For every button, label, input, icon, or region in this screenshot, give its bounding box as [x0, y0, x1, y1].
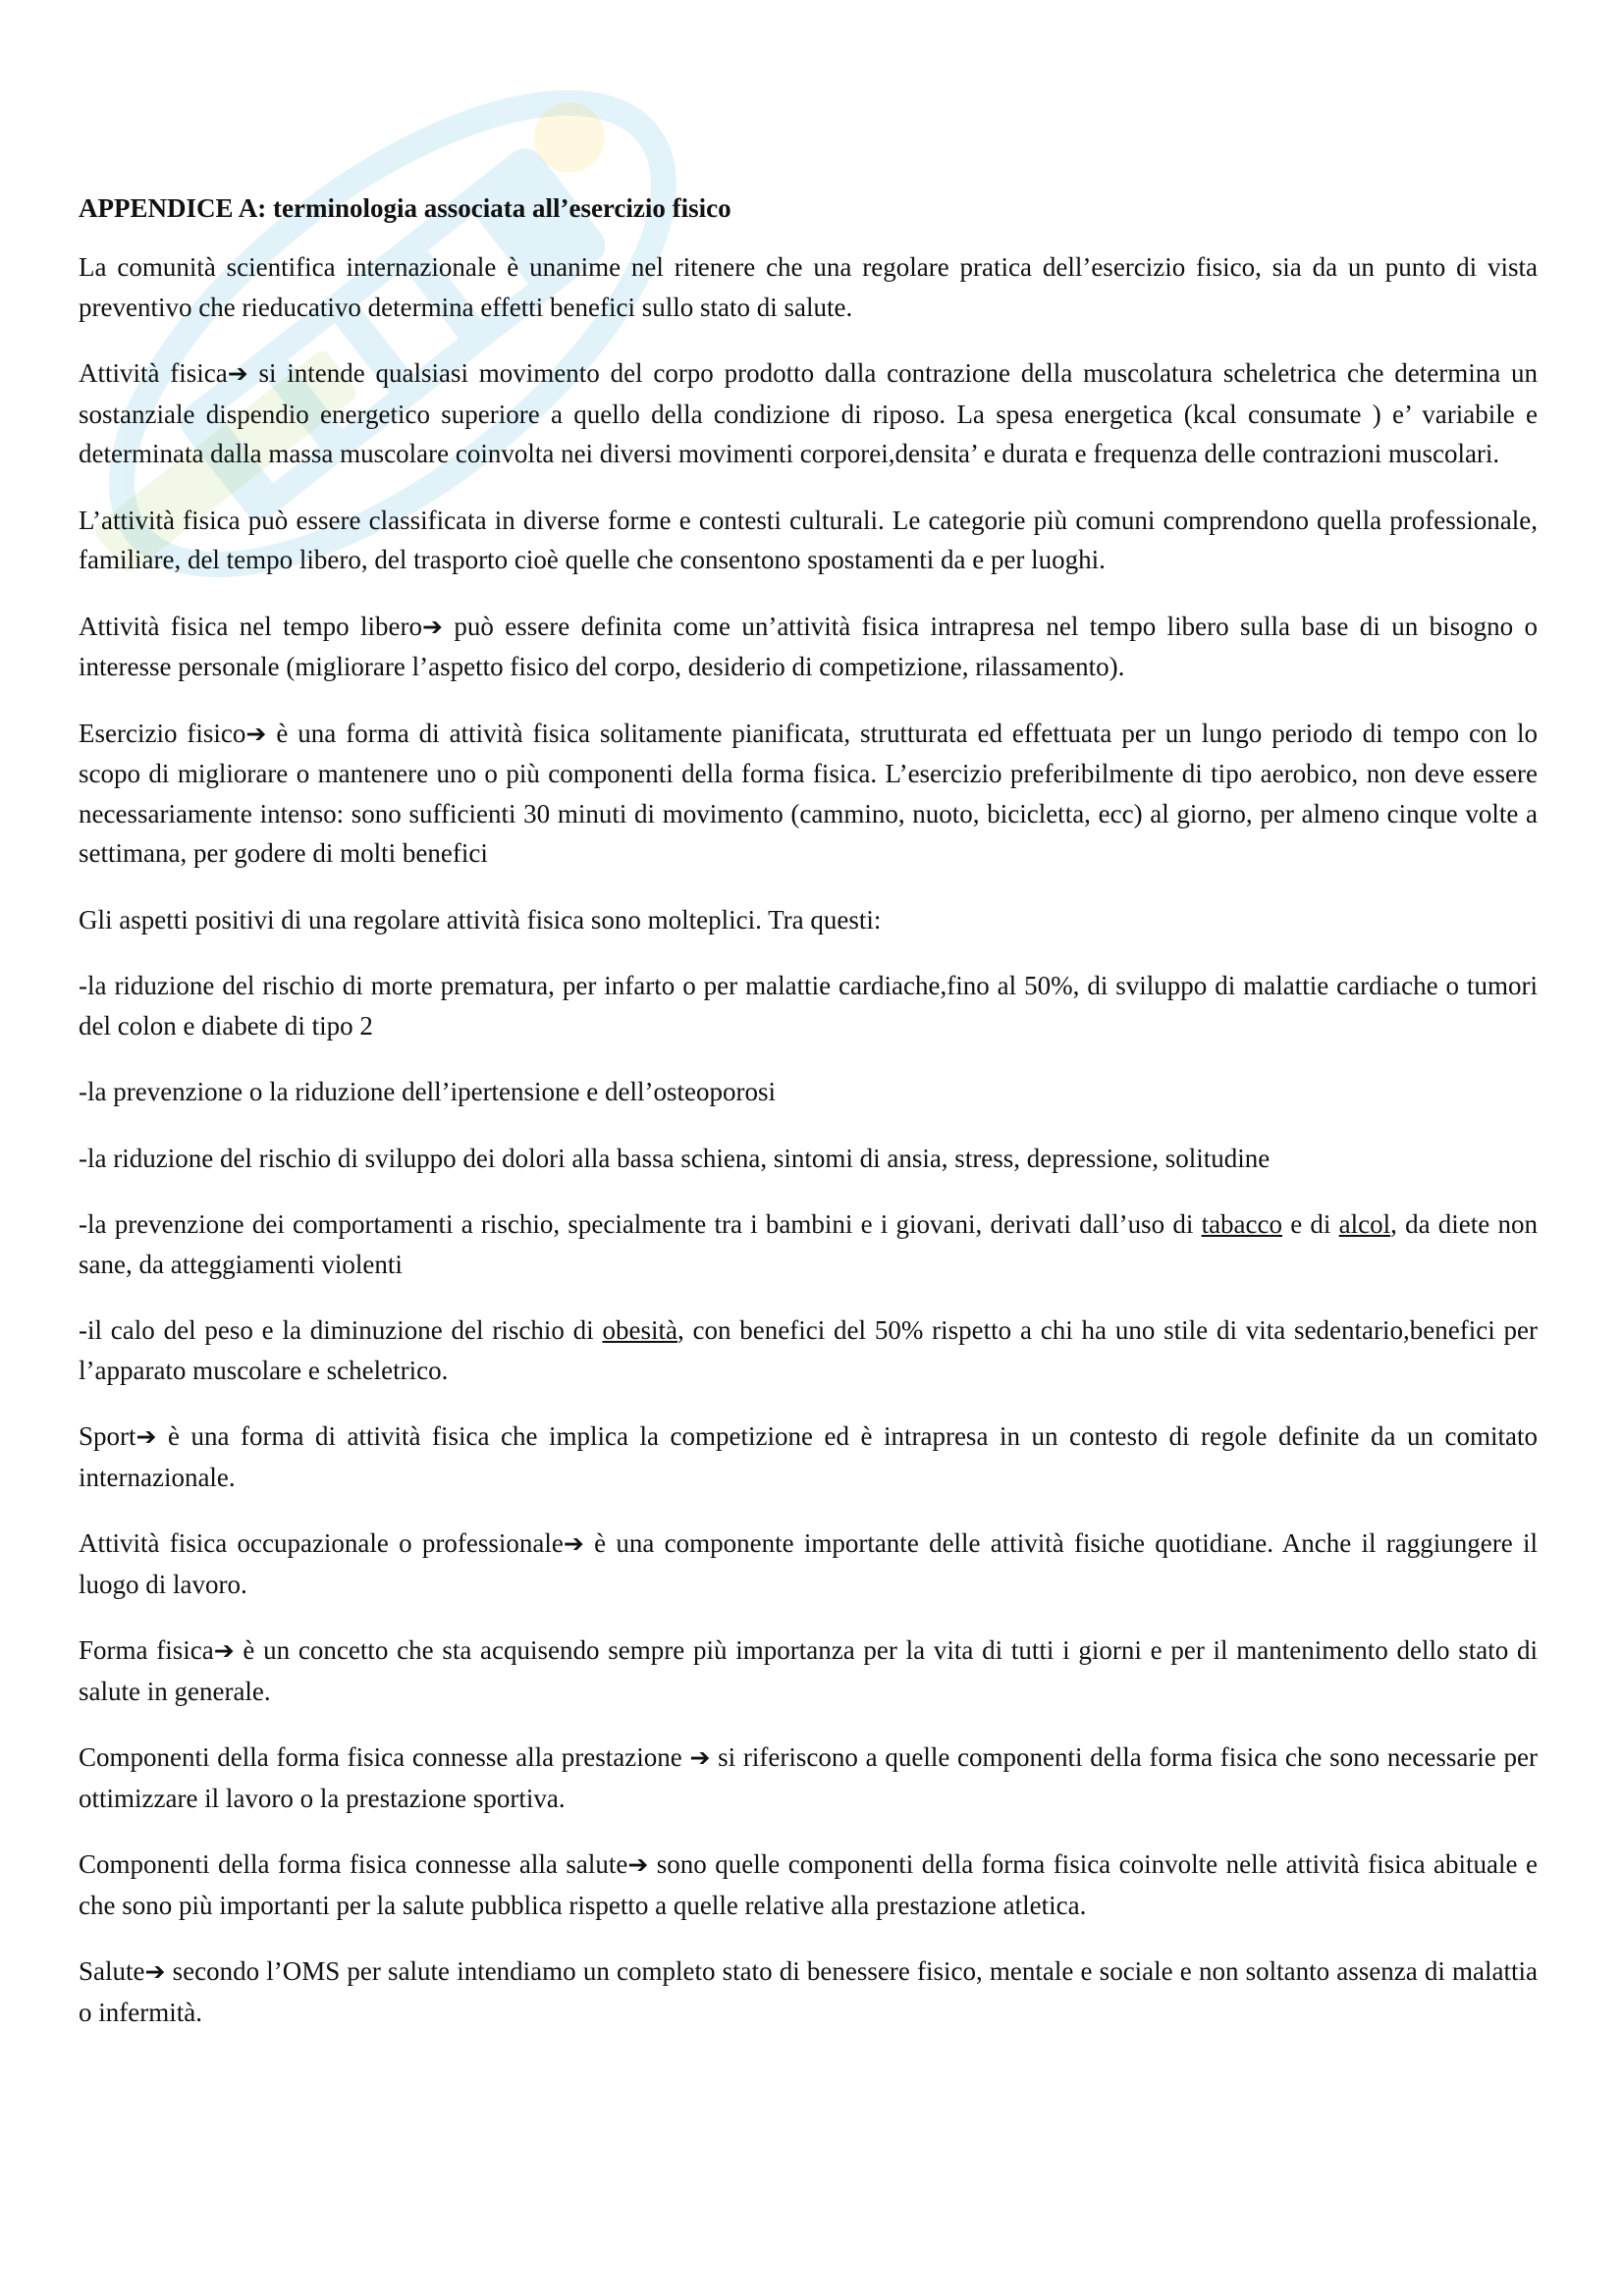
definition-text: si intende qualsiasi movimento del corpo prodotto dalla contrazione della muscolatura scheletrica che determina un sostanziale dispendio energetico superiore a quello della condizione di riposo. La spesa energetica (kcal consumate ) e’ variabile e determinata dalla massa muscolare coinvolta nei diversi movimenti corporei,densita’ e durata e frequenza delle contrazioni muscolari.: [79, 358, 1538, 468]
definition-text: può essere definita come un’attività fisica intrapresa nel tempo libero sulla base di un bisogno o interesse personale (migliorare l’aspetto fisico del corpo, desiderio di competizione, rilassamento).: [79, 611, 1538, 681]
definition-text: è una forma di attività fisica solitamente pianificata, strutturata ed effettuata per un lungo periodo di tempo con lo scopo di migliorare o mantenere uno o più componenti della forma fisica. L’esercizio preferibilmente di tipo aerobico, non deve essere necessariamente intenso: sono sufficienti 30 minuti di movimento (cammino, nuoto, bicicletta, ecc) al giorno, per almeno cinque volte a settimana, per godere di molti benefici: [79, 718, 1539, 868]
definition-text: sono quelle componenti della forma fisica coinvolte nelle attività fisica abituale e che sono più importanti per la salute pubblica rispetto a quelle relative alla prestazione atletica.: [79, 1849, 1539, 1920]
arrow-icon: ➔: [227, 359, 248, 388]
benefits-intro: Gli aspetti positivi di una regolare attività fisica sono molteplici. Tra questi:: [79, 904, 882, 934]
definition-text: è una componente importante delle attività fisiche quotidiane. Anche il raggiungere il luogo di lavoro.: [79, 1528, 1538, 1599]
definition-forma-fisica: [79, 1630, 1538, 1711]
benefit-text: e di: [1282, 1209, 1339, 1239]
definition-text: è una forma di attività fisica che implica la competizione ed è intrapresa in un contesto di regole definite da un comitato internazionale.: [79, 1421, 1538, 1492]
benefit-text: -il calo del peso e la diminuzione del rischio di: [79, 1315, 603, 1345]
arrow-icon: ➔: [689, 1743, 711, 1772]
definition-salute-componenti: [79, 1844, 1538, 1925]
definition-esercizio-fisico: [79, 714, 1538, 874]
term-label: Attività fisica occupazionale o professionale: [79, 1528, 564, 1558]
arrow-icon: ➔: [245, 719, 267, 748]
benefit-text: , con benefici del 50% rispetto a chi ha uno stile di vita sedentario,benefici per l’apparato muscolare e scheletrico.: [79, 1315, 1538, 1385]
benefit-item: -la riduzione del rischio di sviluppo dei dolori alla bassa schiena, sintomi di ansia, stress, depressione, solitudine: [79, 1143, 1271, 1173]
term-label: Esercizio fisico: [79, 718, 246, 748]
term-label: Componenti della forma fisica connesse alla prestazione: [79, 1742, 690, 1772]
benefit-item: -la prevenzione o la riduzione dell’ipertensione e dell’osteoporosi: [79, 1077, 776, 1106]
benefit-item: -la riduzione del rischio di morte prematura, per infarto o per malattie cardiache,fino al 50%, di sviluppo di malattie cardiache o tumori del colon e diabete di tipo 2: [79, 971, 1538, 1041]
term-label: Salute: [79, 1956, 145, 1986]
benefit-text: , da diete non sane, da atteggiamenti violenti: [79, 1209, 1538, 1279]
benefit-item: [79, 1310, 1538, 1390]
classification-paragraph: L’attività fisica può essere classificata in diverse forme e contesti culturali. Le categorie più comuni comprendono quella professionale, familiare, del tempo libero, del trasporto cioè quelle che consentono spostamenti da e per luoghi.: [79, 505, 1538, 574]
definition-text: si riferiscono a quelle componenti della forma fisica che sono necessarie per ottimizzare il lavoro o la prestazione sportiva.: [79, 1742, 1539, 1813]
link-tabacco[interactable]: tabacco: [1201, 1209, 1282, 1239]
definition-text: è un concetto che sta acquisendo sempre più importanza per la vita di tutti i giorni e per il mantenimento dello stato di salute in generale.: [79, 1635, 1538, 1706]
arrow-icon: ➔: [213, 1636, 235, 1665]
arrow-icon: ➔: [563, 1529, 584, 1558]
benefit-text: -la prevenzione dei comportamenti a rischio, specialmente tra i bambini e i giovani, derivati dall’uso di: [79, 1209, 1202, 1239]
term-label: Sport: [79, 1421, 136, 1451]
definition-text: secondo l’OMS per salute intendiamo un completo stato di benessere fisico, mentale e sociale e non soltanto assenza di malattia o infermità.: [79, 1956, 1538, 2027]
arrow-icon: ➔: [422, 612, 443, 641]
definition-tempo-libero: [79, 607, 1538, 687]
definition-prestazione: [79, 1737, 1538, 1818]
link-alcol[interactable]: alcol: [1338, 1209, 1391, 1239]
benefit-item: [79, 1204, 1538, 1284]
term-label: Forma fisica: [79, 1635, 214, 1665]
link-obesita[interactable]: obesità: [602, 1315, 677, 1345]
document-page: [79, 188, 1538, 2058]
definition-salute: [79, 1951, 1538, 2032]
term-label: Attività fisica nel tempo libero: [79, 611, 422, 641]
arrow-icon: ➔: [144, 1957, 166, 1986]
term-label: Attività fisica: [79, 358, 228, 388]
intro-paragraph: La comunità scientifica internazionale è unanime nel ritenere che una regolare pratica dell’esercizio fisico, sia da un punto di vista preventivo che rieducativo determina effetti benefici sullo stato di salute.: [79, 252, 1538, 322]
definition-occupazionale: [79, 1523, 1538, 1604]
term-label: Componenti della forma fisica connesse alla salute: [79, 1849, 628, 1879]
arrow-icon: ➔: [135, 1422, 157, 1451]
page-title: APPENDICE A: terminologia associata all’esercizio fisico: [79, 193, 731, 223]
definition-sport: [79, 1416, 1538, 1497]
arrow-icon: ➔: [627, 1850, 649, 1879]
definition-attivita-fisica: [79, 353, 1538, 474]
